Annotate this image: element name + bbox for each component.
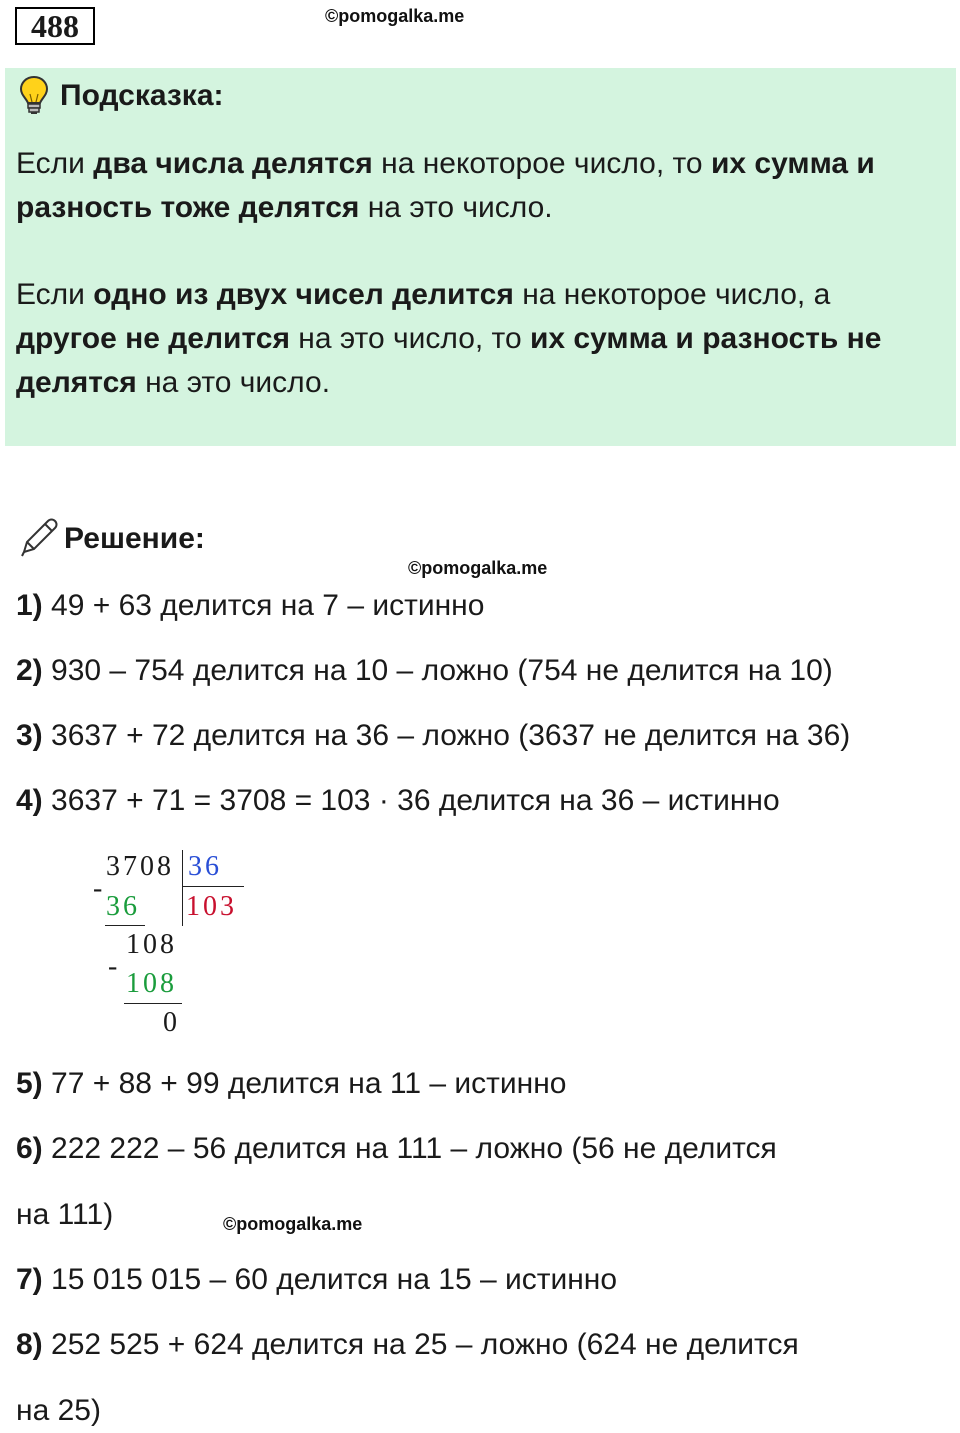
hint-paragraph-1 <box>16 142 936 230</box>
hint-bold: их сумма и разность не делятся <box>16 322 882 399</box>
solution-item-8 <box>16 1327 799 1363</box>
item-number: 7) <box>16 1263 43 1296</box>
watermark: ©pomogalka.me <box>325 6 465 26</box>
division-vertical-line <box>182 850 183 926</box>
item-text: 252 525 + 624 делится на 25 – ложно (624 не делится <box>42 1328 799 1361</box>
item-text: 15 015 015 – 60 делится на 15 – истинно <box>42 1263 618 1296</box>
item-number: 8) <box>16 1328 43 1361</box>
division-horizontal-line <box>182 886 244 887</box>
final-remainder: 0 <box>163 1007 180 1038</box>
step2-underline <box>124 1003 182 1004</box>
item-number: 3) <box>16 719 43 752</box>
hint-text: на это число. <box>136 366 331 399</box>
solution-item-6-continued <box>16 1197 113 1233</box>
item-text: 77 + 88 + 99 делится на 11 – истинно <box>42 1067 567 1100</box>
hint-bold: их сумма и разность тоже делятся <box>16 147 875 224</box>
step1-subtrahend: 36 <box>106 891 140 922</box>
hint-text: на некоторое число, то <box>372 147 711 180</box>
solution-item-1 <box>16 588 484 624</box>
hint-paragraph-2 <box>16 273 936 405</box>
solution-item-4 <box>16 783 780 819</box>
item-text: 3637 + 71 = 3708 = 103 · 36 делится на 36 – истинно <box>42 784 780 817</box>
item-number: 1) <box>16 589 43 622</box>
hint-text: на это число. <box>359 191 553 224</box>
item-number: 6) <box>16 1132 43 1165</box>
hint-bold: два числа делятся <box>93 147 373 180</box>
long-division <box>90 848 260 1043</box>
item-text: 3637 + 72 делится на 36 – ложно (3637 не делится на 36) <box>42 719 851 752</box>
solution-item-2 <box>16 653 833 689</box>
item-text: на 111) <box>16 1198 114 1231</box>
lightbulb-icon <box>18 74 50 116</box>
item-text: на 25) <box>16 1394 101 1427</box>
pencil-icon <box>18 516 60 558</box>
hint-title: Подсказка: <box>60 79 224 112</box>
hint-bold: другое не делится <box>16 322 290 355</box>
step2-subtrahend: 108 <box>126 968 177 999</box>
task-number: 488 <box>15 7 95 45</box>
step1-remainder: 108 <box>126 929 177 960</box>
hint-bold: одно из двух чисел делится <box>93 278 514 311</box>
item-text: 222 222 – 56 делится на 111 – ложно (56 не делится <box>42 1132 777 1165</box>
watermark: ©pomogalka.me <box>408 558 548 578</box>
hint-text: Если <box>16 278 94 311</box>
solution-item-8-continued <box>16 1393 101 1429</box>
item-text: 930 – 754 делится на 10 – ложно (754 не делится на 10) <box>42 654 833 687</box>
item-number: 4) <box>16 784 43 817</box>
divisor: 36 <box>188 851 222 882</box>
solution-item-3 <box>16 718 850 754</box>
item-text: 49 + 63 делится на 7 – истинно <box>42 589 485 622</box>
hint-text: на некоторое число, а <box>513 278 831 311</box>
item-number: 5) <box>16 1067 43 1100</box>
dividend: 3708 <box>106 851 174 882</box>
hint-text: на это число, то <box>289 322 530 355</box>
solution-item-7 <box>16 1262 617 1298</box>
solution-title: Решение: <box>64 522 205 555</box>
step1-underline <box>105 925 145 926</box>
quotient: 103 <box>186 891 237 922</box>
minus-sign: - <box>108 951 121 982</box>
hint-text: Если <box>16 147 94 180</box>
watermark: ©pomogalka.me <box>223 1214 363 1234</box>
minus-sign: - <box>93 873 106 904</box>
solution-item-5 <box>16 1066 566 1102</box>
item-number: 2) <box>16 654 43 687</box>
solution-item-6 <box>16 1131 777 1167</box>
